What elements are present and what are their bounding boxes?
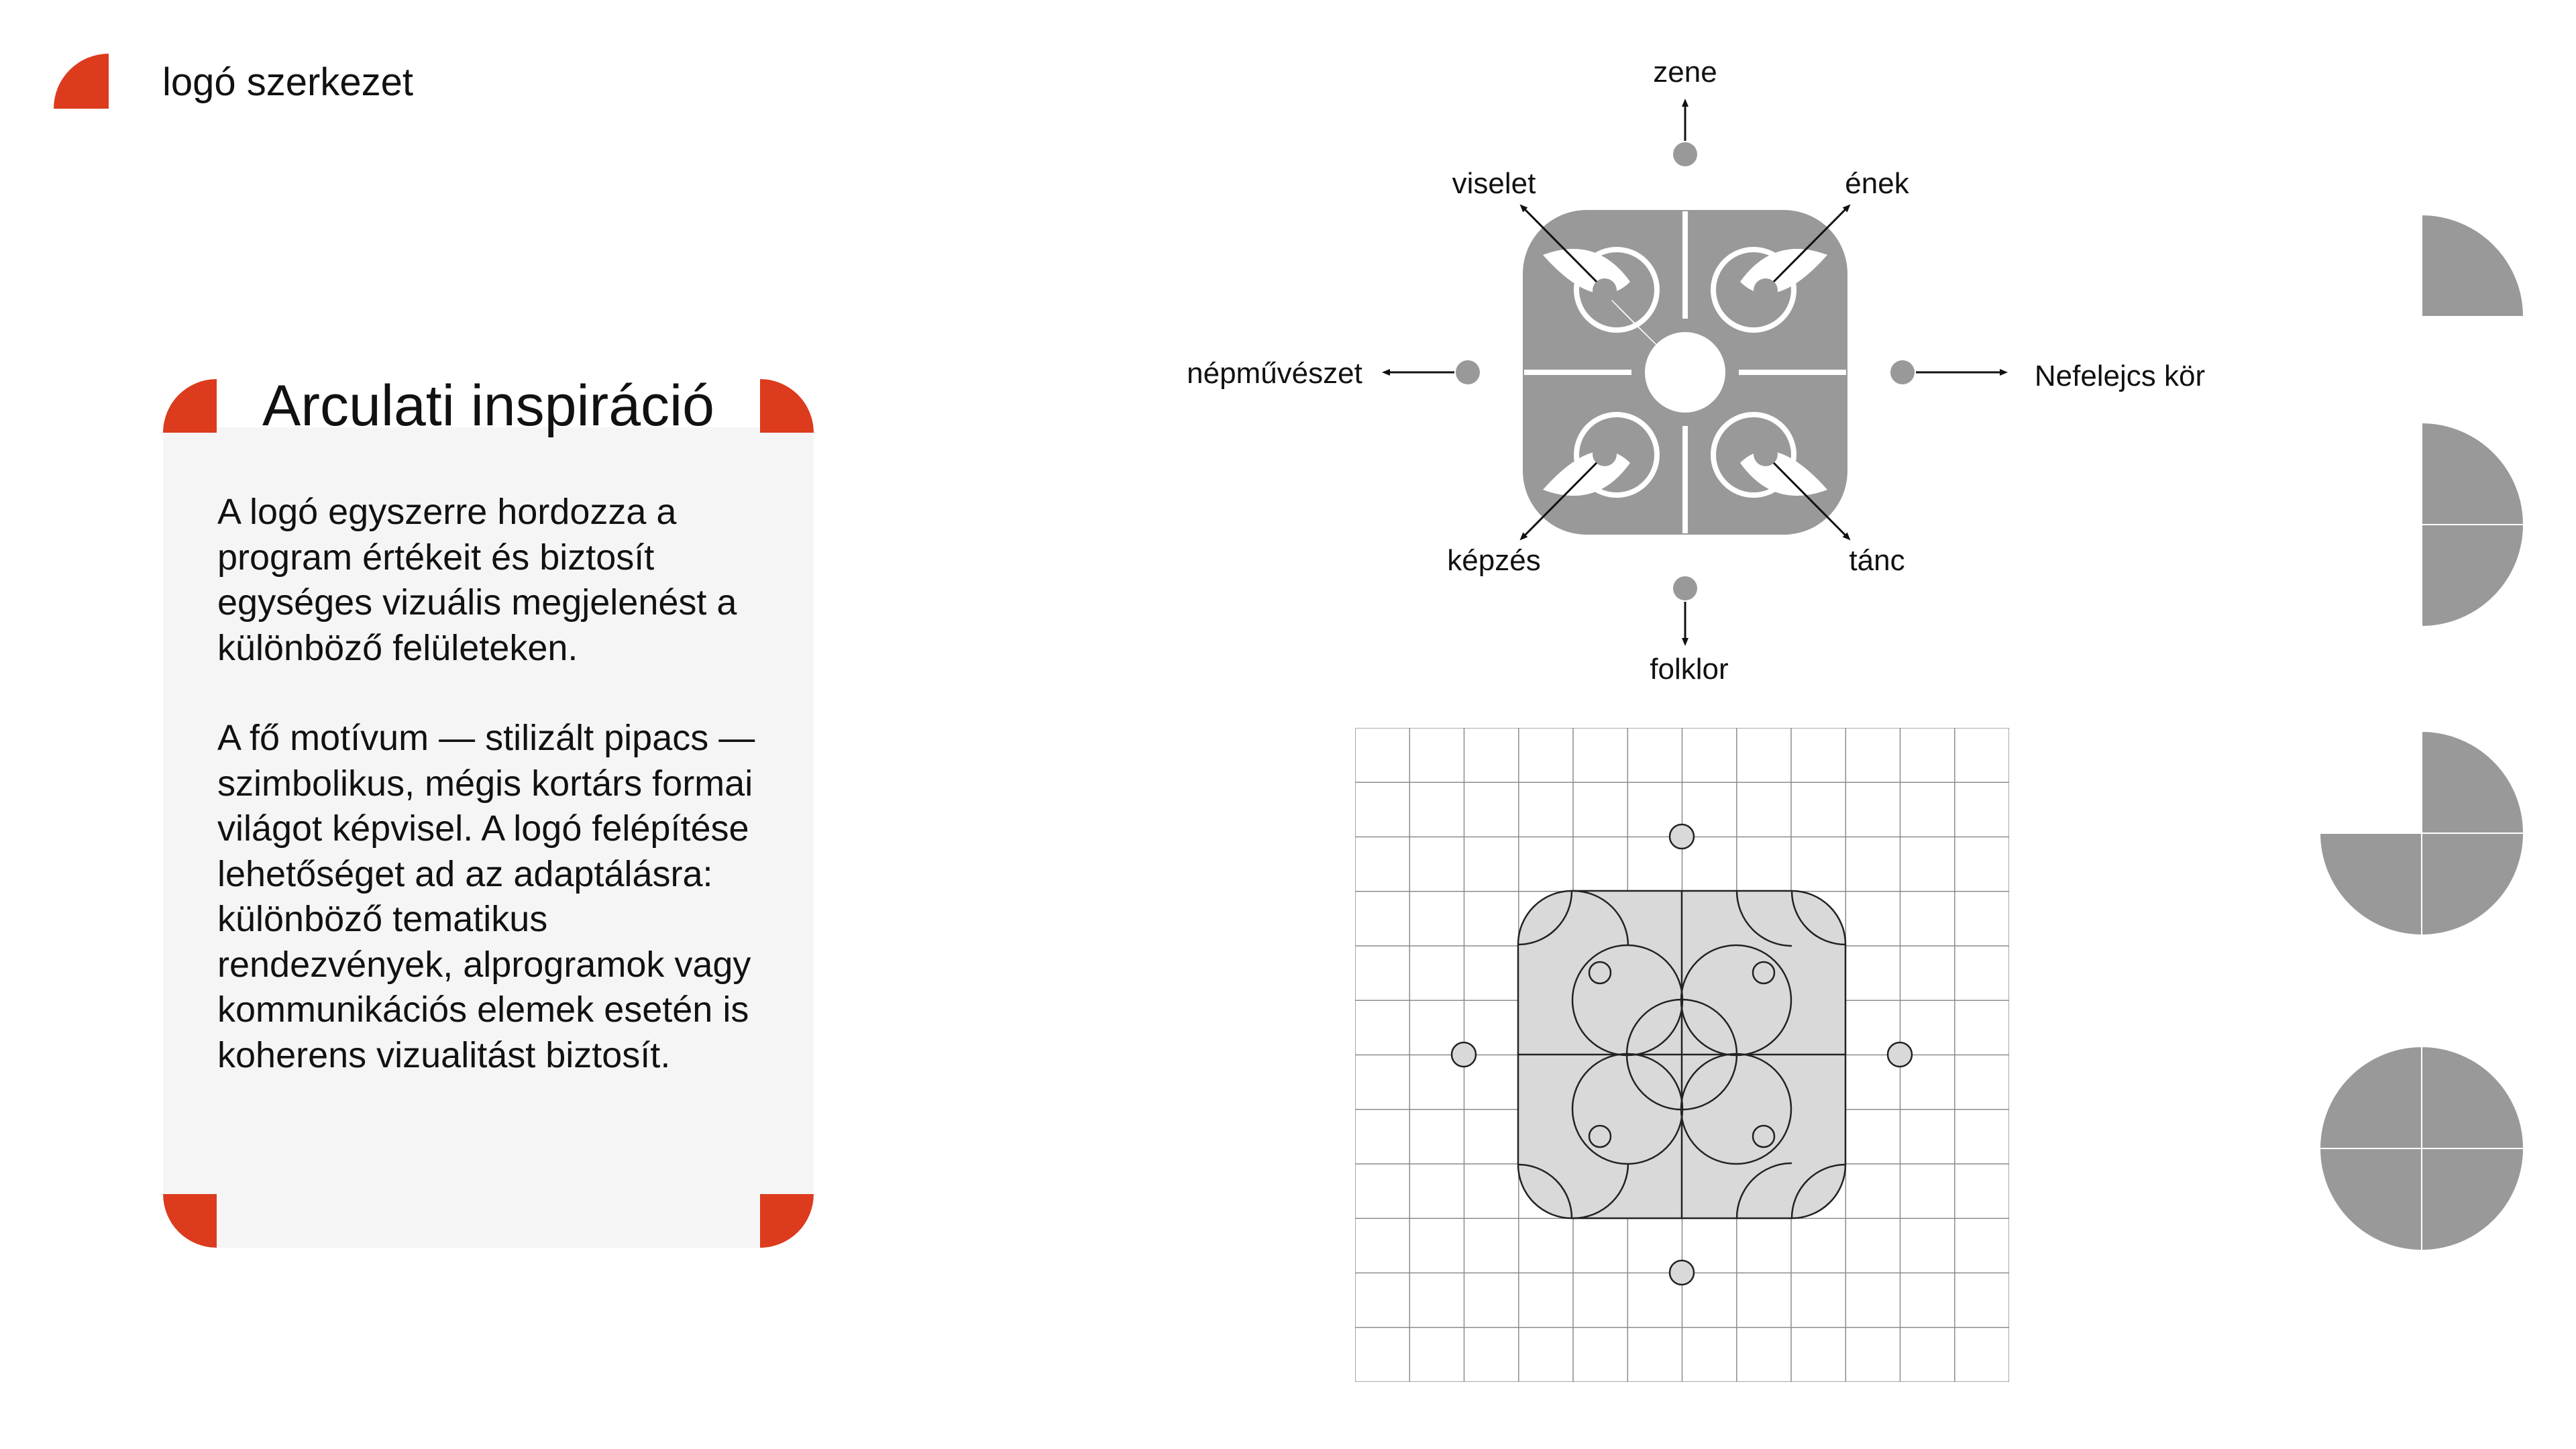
dot-right [1890, 360, 1915, 384]
card-title: Arculati inspiráció [163, 379, 814, 427]
dot-bottom [1673, 576, 1697, 600]
page-title: logó szerkezet [162, 60, 413, 104]
card-paragraph-2: A fő motívum — stilizált pipacs — szimbolikus, mégis kortárs formai világot képvisel. A logó felépítése lehetőséget ad az adaptálásra: különböző tematikus rendezvények, alprogramok vagy kommunikációs elemek esetén is koherens vizualitást biztosít. [217, 718, 755, 1075]
label-top-right: ének [1845, 167, 1909, 200]
label-top: zene [1653, 56, 1717, 89]
stage-1-quarter-icon [2422, 215, 2524, 317]
card-paragraph-1: A logó egyszerre hordozza a program értékeit és biztosít egységes vizuális megjelenést a különböző felületeken. [217, 492, 737, 668]
brand-quarter-circle-icon [54, 54, 109, 109]
inspiration-card [163, 379, 814, 1248]
stage-2-half-icon [2422, 423, 2524, 525]
poppy-logo-mark [1523, 210, 1847, 535]
dot-left [1456, 360, 1480, 384]
logo-structure-diagram [1167, 54, 2241, 711]
label-bottom-right: tánc [1849, 544, 1905, 577]
corner-accent-bottom-right [760, 1194, 814, 1248]
construction-stages [2308, 215, 2536, 1261]
label-left: népművészet [1187, 357, 1362, 390]
label-bottom: folklor [1650, 653, 1729, 686]
stage-3-three-quarter-icon [2422, 731, 2524, 833]
construction-grid [1355, 728, 2009, 1382]
card-body [217, 490, 767, 1123]
corner-accent-bottom-left [163, 1194, 217, 1248]
label-right: Nefelejcs kör [2034, 360, 2206, 392]
label-bottom-left: képzés [1447, 544, 1541, 577]
stage-4-full-circle-icon [2422, 1046, 2524, 1148]
dot-top [1673, 142, 1697, 166]
label-top-left: viselet [1452, 167, 1536, 200]
